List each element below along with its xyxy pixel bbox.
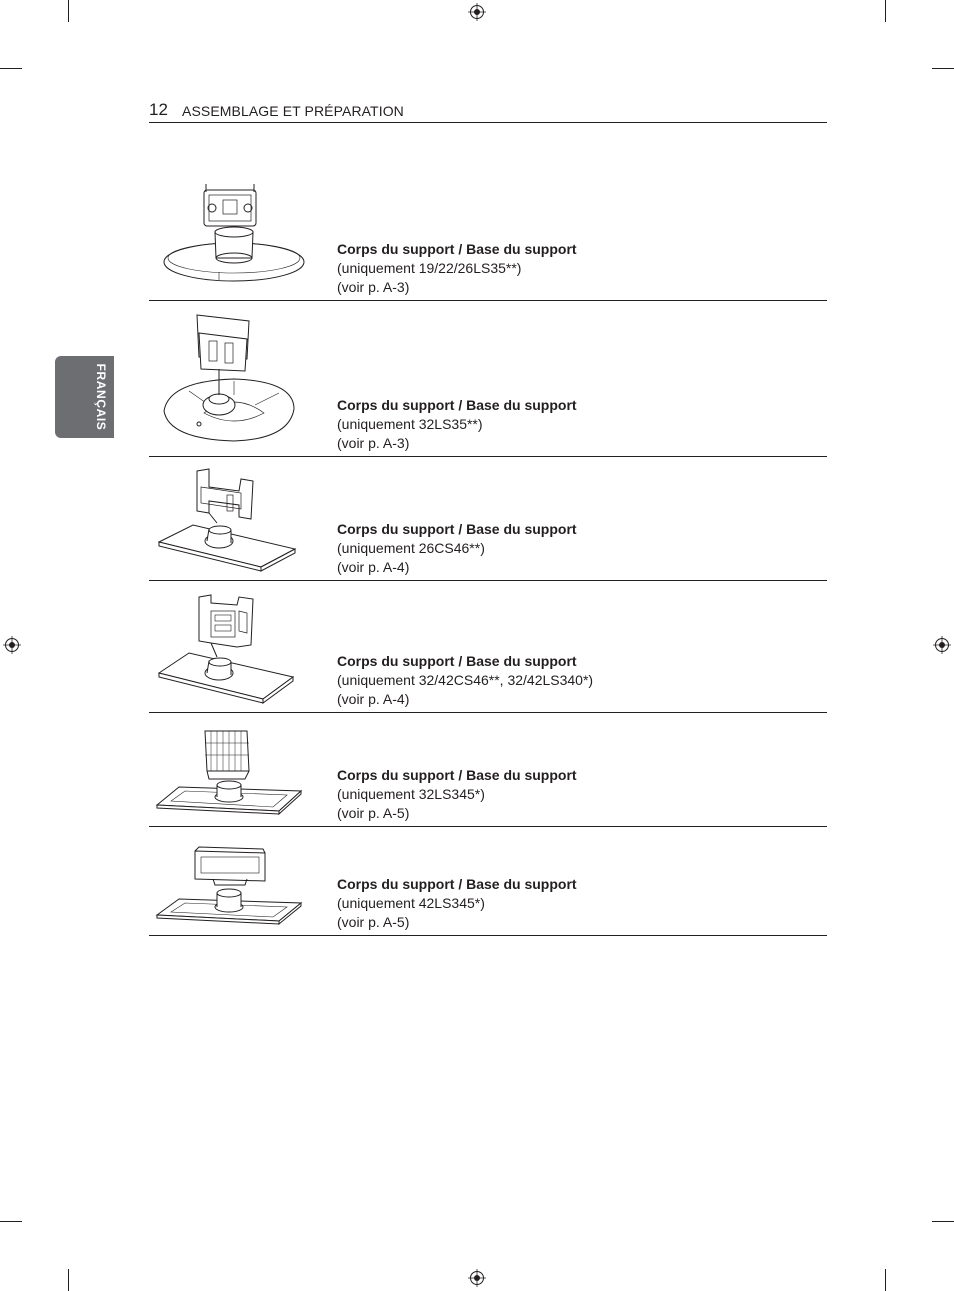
language-tab-label: FRANÇAIS [94, 363, 108, 431]
part-row [149, 457, 827, 581]
part-name: Corps du support / Base du support [337, 397, 577, 413]
part-description [337, 652, 593, 709]
registration-mark-icon [933, 636, 951, 654]
part-reference: (voir p. A-5) [337, 805, 410, 821]
stand-illustration [149, 457, 319, 580]
crop-mark [932, 1221, 954, 1222]
registration-mark-icon [468, 1269, 486, 1287]
part-reference: (voir p. A-4) [337, 691, 410, 707]
part-row [149, 170, 827, 301]
part-models: (uniquement 26CS46**) [337, 540, 485, 556]
part-name: Corps du support / Base du support [337, 241, 577, 257]
part-models: (uniquement 42LS345*) [337, 895, 485, 911]
part-reference: (voir p. A-3) [337, 279, 410, 295]
part-name: Corps du support / Base du support [337, 521, 577, 537]
part-models: (uniquement 32/42CS46**, 32/42LS340*) [337, 672, 594, 688]
stand-illustration [149, 827, 319, 935]
crop-mark [885, 1269, 886, 1291]
part-reference: (voir p. A-4) [337, 559, 410, 575]
stand-illustration [149, 170, 319, 300]
crop-mark [0, 68, 22, 69]
part-name: Corps du support / Base du support [337, 767, 577, 783]
crop-mark [68, 0, 69, 22]
page-number: 12 [149, 100, 168, 119]
part-row [149, 827, 827, 936]
part-description [337, 766, 577, 823]
language-tab [55, 356, 114, 438]
part-models: (uniquement 19/22/26LS35**) [337, 260, 522, 276]
part-description [337, 240, 577, 297]
part-description [337, 875, 577, 932]
registration-mark-icon [3, 636, 21, 654]
part-row [149, 301, 827, 457]
section-title: ASSEMBLAGE ET PRÉPARATION [182, 103, 404, 119]
part-reference: (voir p. A-3) [337, 435, 410, 451]
registration-mark-icon [468, 3, 486, 21]
crop-mark [0, 1221, 22, 1222]
crop-mark [885, 0, 886, 22]
stand-illustration [149, 581, 319, 712]
parts-list [149, 170, 827, 936]
part-row [149, 713, 827, 827]
part-models: (uniquement 32LS35**) [337, 416, 483, 432]
part-description [337, 396, 577, 453]
crop-mark [68, 1269, 69, 1291]
part-reference: (voir p. A-5) [337, 914, 410, 930]
crop-mark [932, 68, 954, 69]
part-models: (uniquement 32LS345*) [337, 786, 485, 802]
part-row [149, 581, 827, 713]
page-header [149, 100, 827, 123]
part-description [337, 520, 577, 577]
part-name: Corps du support / Base du support [337, 653, 577, 669]
part-name: Corps du support / Base du support [337, 876, 577, 892]
stand-illustration [149, 713, 319, 826]
stand-illustration [149, 301, 319, 456]
